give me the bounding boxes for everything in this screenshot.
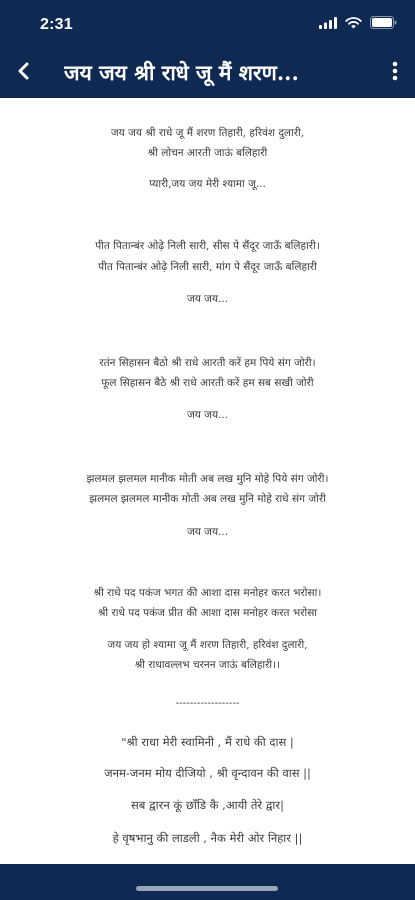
page-title: जय जय श्री राधे जू मैं शरण...: [64, 60, 299, 85]
status-bar: [0, 0, 415, 48]
lyrics-line: श्री राधे पद पकंज भगत की आशा दास मनोहर करत भरोसा।: [93, 587, 322, 599]
home-indicator[interactable]: [136, 886, 278, 891]
more-options-button[interactable]: [383, 58, 407, 88]
separator-line: ------------------: [175, 697, 240, 709]
lyrics-line: झलमल झलमल मानीक मोती अब लख मुनि मोहे राधे संग जोरी: [89, 493, 326, 505]
lyrics-line: जय जय...: [186, 409, 229, 421]
doha-line: जनम-जनम मोय दीजियो , श्री वृन्दावन की वास ||: [104, 766, 311, 780]
signal-icon: [319, 14, 337, 33]
bottom-bar: [0, 864, 415, 900]
lyrics-line: श्री लोचन आरती जाऊं बलिहारी: [147, 147, 268, 159]
lyrics-line: झलमल झलमल मानीक मोती अब लख मुनि मोहे पिये संग जोरी।: [86, 473, 329, 485]
status-icons: [319, 14, 397, 33]
lyrics-line: जय जय हो श्यामा जू मैं शरण तिहारी, हरिवंश दुलारी,: [107, 639, 308, 651]
lyrics-line: फूल सिहासन बैठे श्री राधे आरती करें हम सब सखी जोरी: [101, 377, 314, 389]
doha-line: "श्री राधा मेरी स्वामिनी , मैं राधे की दास |: [121, 735, 294, 749]
app-bar: [0, 48, 415, 98]
lyrics-line: प्यारी,जय जय मेरी श्यामा जू...: [149, 178, 266, 190]
lyrics-line: जय जय...: [186, 293, 229, 305]
lyrics-line: पीत पितान्बंर ओढ़े निली सारी, मांग पे सैंदूर जाऊँ बलिहारी: [98, 261, 317, 273]
lyrics-line: जय जय...: [186, 526, 229, 538]
lyrics-line: जय जय श्री राधे जू मैं शरण तिहारी, हरिवंश दुलारी,: [110, 127, 305, 139]
lyrics-line: रतंन सिहासन बैठो श्री राधे आरती करें हम पिये संग जोरी।: [99, 357, 316, 369]
more-vertical-icon: [392, 61, 398, 85]
lyrics-line: श्री राधावल्लभ चरनन जाऊं बलिहारी।।: [134, 659, 281, 671]
status-time: 2:31: [40, 16, 73, 33]
chevron-left-icon: [16, 62, 30, 84]
lyrics-line: श्री राधे पद पकंज प्रीत की आशा दास मनोहर करत भरोसा: [97, 607, 318, 619]
wifi-icon: [345, 14, 362, 33]
lyrics-line: पीत पितान्बंर ओढ़े निली सारी, सीस पे सैंदूर जाऊँ बलिहारी।: [95, 240, 320, 252]
lyrics-content: [0, 98, 415, 864]
back-button[interactable]: [8, 58, 38, 88]
doha-line: हे वृषभानु की लाडली , नैक मेरी ओर निहार ||: [112, 831, 303, 845]
doha-line: सब द्वारन कूं छाँडि कै ,आयी तेरे द्वार|: [131, 798, 284, 812]
battery-icon: [370, 14, 397, 33]
